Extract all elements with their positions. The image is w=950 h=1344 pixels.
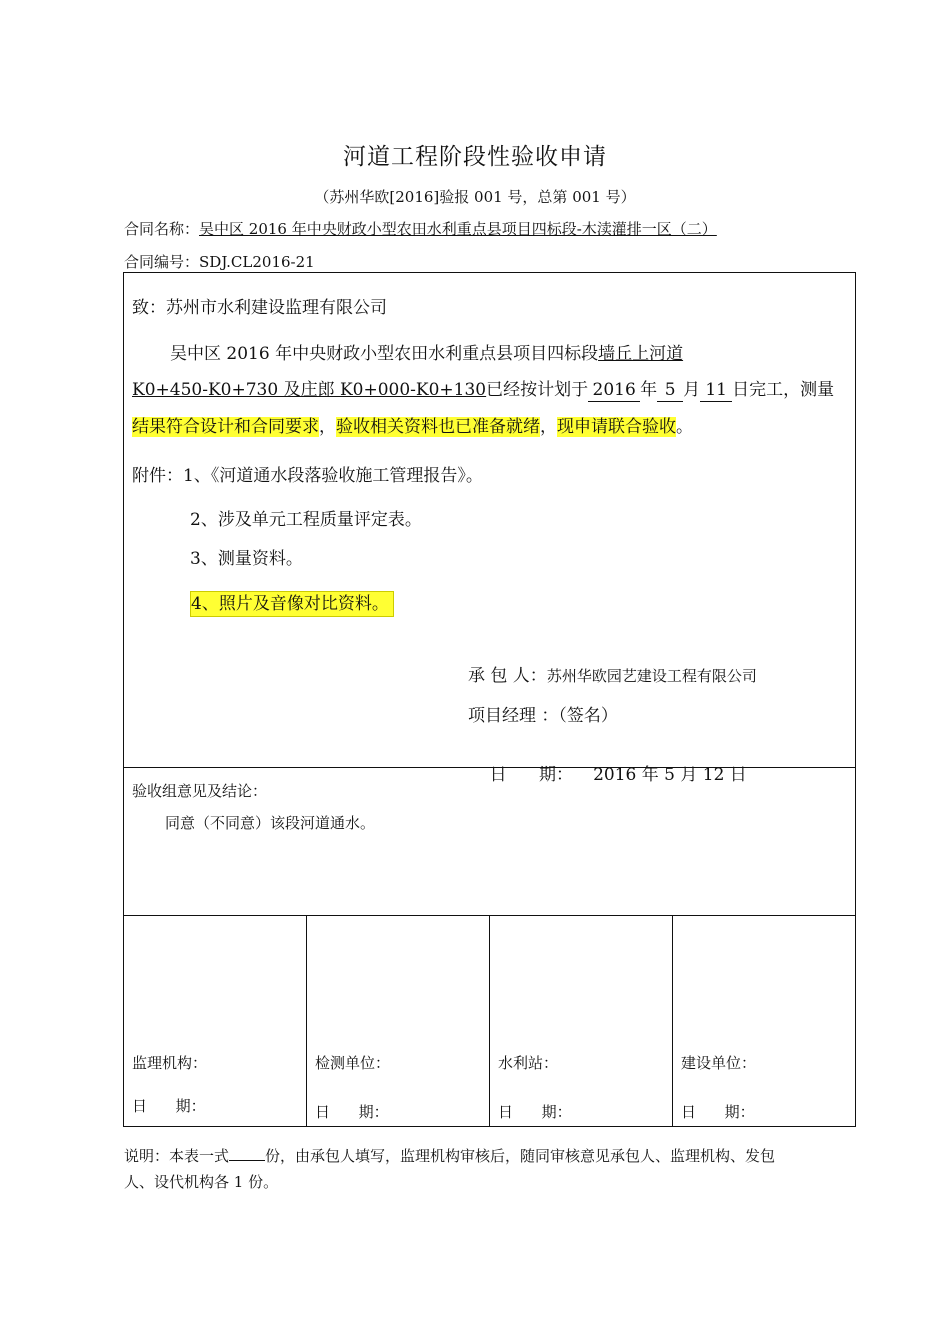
divider-col2 bbox=[489, 915, 490, 1127]
attachments-label: 附件： bbox=[132, 466, 183, 486]
contract-number-row bbox=[124, 251, 315, 272]
body-chainage: K0+450-K0+730 及庄郎 K0+000-K0+130 bbox=[132, 380, 487, 400]
contract-number-label: 合同编号： bbox=[124, 253, 200, 271]
contractor-date-value: 2016 年 5 月 12 日 bbox=[593, 765, 747, 785]
contractor-row bbox=[468, 661, 757, 686]
contractor-value: 苏州华欧园艺建设工程有限公司 bbox=[546, 667, 757, 685]
note-rest: 份，由承包人填写，监理机构审核后，随同审核意见承包人、监理机构、发包 bbox=[265, 1147, 776, 1165]
body-line-2 bbox=[132, 375, 834, 402]
attachment-item-3: 3、测量资料。 bbox=[190, 549, 303, 569]
highlight-joint-acceptance: 现申请联合验收 bbox=[557, 417, 676, 437]
page-title: 河道工程阶段性验收申请 bbox=[343, 144, 607, 170]
body-river-name: 墙丘上河道 bbox=[598, 344, 684, 364]
highlight-docs-ready: 验收相关资料也已准备就绪 bbox=[336, 417, 540, 437]
body-line-3 bbox=[132, 412, 693, 437]
divider-col3 bbox=[672, 915, 673, 1127]
copies-blank bbox=[229, 1148, 265, 1161]
application-form bbox=[123, 272, 856, 1127]
year-unit: 年 bbox=[640, 380, 658, 400]
attachment-item-1: 1、《河道通水段落验收施工管理报告》。 bbox=[183, 466, 483, 486]
body-completed-text: 已经按计划于 bbox=[486, 380, 589, 400]
comma-2: ， bbox=[540, 417, 557, 437]
contractor-label: 承 包 人： bbox=[468, 666, 547, 686]
opinion-label: 验收组意见及结论： bbox=[132, 782, 268, 800]
body-line-1 bbox=[170, 339, 683, 364]
opinion-text: 同意（不同意）该段河道通水。 bbox=[165, 814, 376, 832]
note-line-2: 人、设代机构各 1 份。 bbox=[124, 1173, 279, 1191]
month-unit: 月 bbox=[683, 380, 701, 400]
comma-1: ， bbox=[319, 417, 336, 437]
attachment-item-4 bbox=[190, 589, 394, 614]
project-manager-signature: 项目经理 ：（签名） bbox=[468, 706, 618, 726]
contractor-date-row bbox=[468, 740, 747, 805]
testing-date-label: 日 期： bbox=[315, 1103, 389, 1121]
testing-unit-label: 检测单位： bbox=[315, 1054, 391, 1072]
attachments-line-1 bbox=[132, 461, 483, 486]
construction-date-label: 日 期： bbox=[681, 1103, 755, 1121]
highlight-design-compliance: 结果符合设计和合同要求 bbox=[132, 417, 319, 437]
contract-name-value: 吴中区 2016 年中央财政小型农田水利重点县项目四标段-木渎灌排一区（二） bbox=[199, 220, 717, 238]
construction-unit-label: 建设单位： bbox=[681, 1054, 757, 1072]
document-number: （苏州华欧[2016]验报 001 号，总第 001 号） bbox=[314, 188, 636, 206]
addressee: 致：苏州市水利建设监理有限公司 bbox=[132, 298, 387, 318]
contractor-date-label: 日 期： bbox=[489, 765, 574, 785]
contract-name-row bbox=[124, 218, 717, 239]
completion-month: 5 bbox=[657, 381, 683, 402]
divider-col1 bbox=[306, 915, 307, 1127]
attachment-item-2: 2、涉及单元工程质量评定表。 bbox=[190, 510, 422, 530]
completion-day: 11 bbox=[700, 381, 732, 402]
supervisor-unit-label: 监理机构： bbox=[132, 1054, 208, 1072]
note-prefix: 说明：本表一式 bbox=[124, 1147, 230, 1165]
water-station-label: 水利站： bbox=[498, 1054, 559, 1072]
period: 。 bbox=[676, 417, 693, 437]
supervisor-date-label: 日 期： bbox=[132, 1097, 206, 1115]
contract-number-value: SDJ.CL2016-21 bbox=[199, 253, 315, 271]
water-station-date-label: 日 期： bbox=[498, 1103, 572, 1121]
completion-year: 2016 bbox=[588, 381, 640, 402]
highlight-photos: 4、照片及音像对比资料。 bbox=[190, 591, 394, 617]
contract-name-label: 合同名称： bbox=[124, 220, 200, 238]
body-project: 吴中区 2016 年中央财政小型农田水利重点县项目四标段 bbox=[170, 344, 599, 364]
body-line-2-tail: 日完工，测量 bbox=[732, 380, 835, 400]
note-line-1 bbox=[124, 1145, 775, 1166]
